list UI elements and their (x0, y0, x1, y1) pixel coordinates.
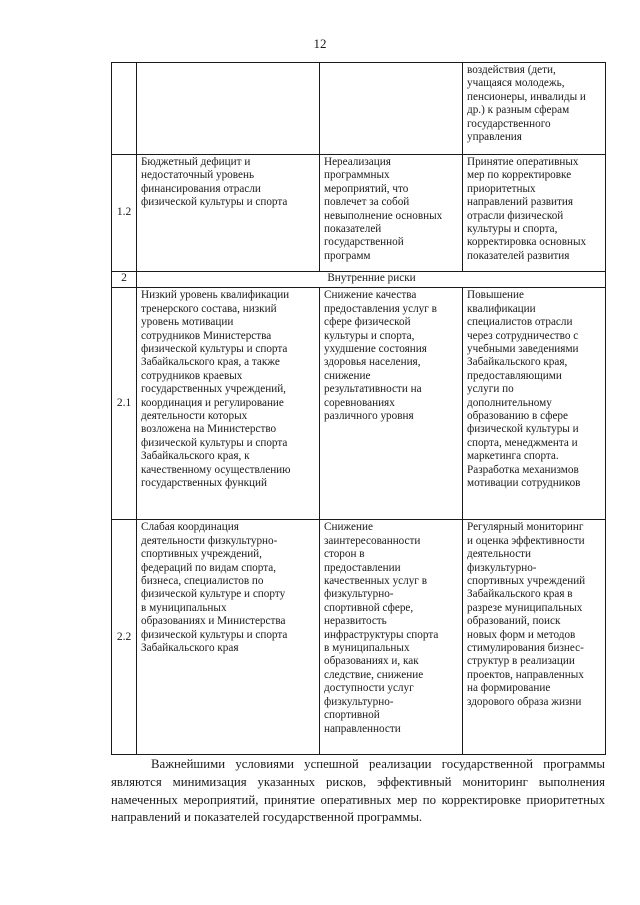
table-row (112, 155, 606, 272)
row-number: 2.2 (112, 520, 137, 755)
risk-description: Низкий уровень квалификации тренерского состава, низкий уровень мотивации сотрудников Министерства физической культуры и спорта Забайкальского края, а также сотрудников краевых государственных учреждений, координация и регулирование деятельности которых возложена на Министерство физической культуры и спорта Забайкальского края, к качественному осуществлению государственных функций (137, 288, 320, 520)
row-number: 2.1 (112, 288, 137, 520)
risk-consequence (320, 63, 463, 155)
risk-description: Слабая координация деятельности физкультурно- спортивных учреждений, федераций по видам спорта, бизнеса, специалистов по физической культуре и спорту в муниципальных образованиях и Министерства физической культуры и спорта Забайкальского края (137, 520, 320, 755)
section-title: Внутренние риски (137, 272, 606, 288)
table-row (112, 63, 606, 155)
risk-consequence: Снижение качества предоставления услуг в сфере физической культуры и спорта, ухудшение состояния здоровья населения, снижение результативности на соревнованиях различного уровня (320, 288, 463, 520)
risk-description (137, 63, 320, 155)
risk-measures: Принятие оперативных мер по корректировке приоритетных направлений развития отрасли физической культуры и спорта, корректировка основных показателей развития (463, 155, 606, 272)
risk-consequence: Снижение заинтересованности сторон в предоставлении качественных услуг в физкультурно- спортивной сфере, неразвитость инфраструктуры спорта в муниципальных образованиях и, как следствие, снижение доступности услуг физкультурно- спортивной направленности (320, 520, 463, 755)
section-row (112, 272, 606, 288)
conclusion-paragraph: Важнейшими условиями успешной реализации государственной программы являются минимизация указанных рисков, эффективный мониторинг выполнения намеченных мероприятий, принятие оперативных мер по корректировке приоритетных направлений и показателей государственной программы. (111, 757, 605, 825)
table-row (112, 520, 606, 755)
risk-table (111, 62, 606, 755)
page-number: 12 (313, 36, 327, 51)
table-row (112, 288, 606, 520)
row-number: 1.2 (112, 155, 137, 272)
risk-description: Бюджетный дефицит и недостаточный уровень финансирования отрасли физической культуры и спорта (137, 155, 320, 272)
section-number: 2 (112, 272, 137, 288)
row-number (112, 63, 137, 155)
risk-measures: воздействия (дети, учащаяся молодежь, пенсионеры, инвалиды и др.) к разным сферам государственного управления (463, 63, 606, 155)
risk-measures: Регулярный мониторинг и оценка эффективности деятельности физкультурно- спортивных учреждений Забайкальского края в разрезе муниципальных образований, поиск новых форм и методов стимулирования бизнес- структур в реализации проектов, направленных на формирование здорового образа жизни (463, 520, 606, 755)
risk-consequence: Нереализация программных мероприятий, что повлечет за собой невыполнение основных показателей государственной программ (320, 155, 463, 272)
risk-measures: Повышение квалификации специалистов отрасли через сотрудничество с учебными заведениями Забайкальского края, предоставляющими услуги по дополнительному образованию в сфере физической культуры и спорта, менеджмента и маркетинга спорта. Разработка механизмов мотивации сотрудников (463, 288, 606, 520)
